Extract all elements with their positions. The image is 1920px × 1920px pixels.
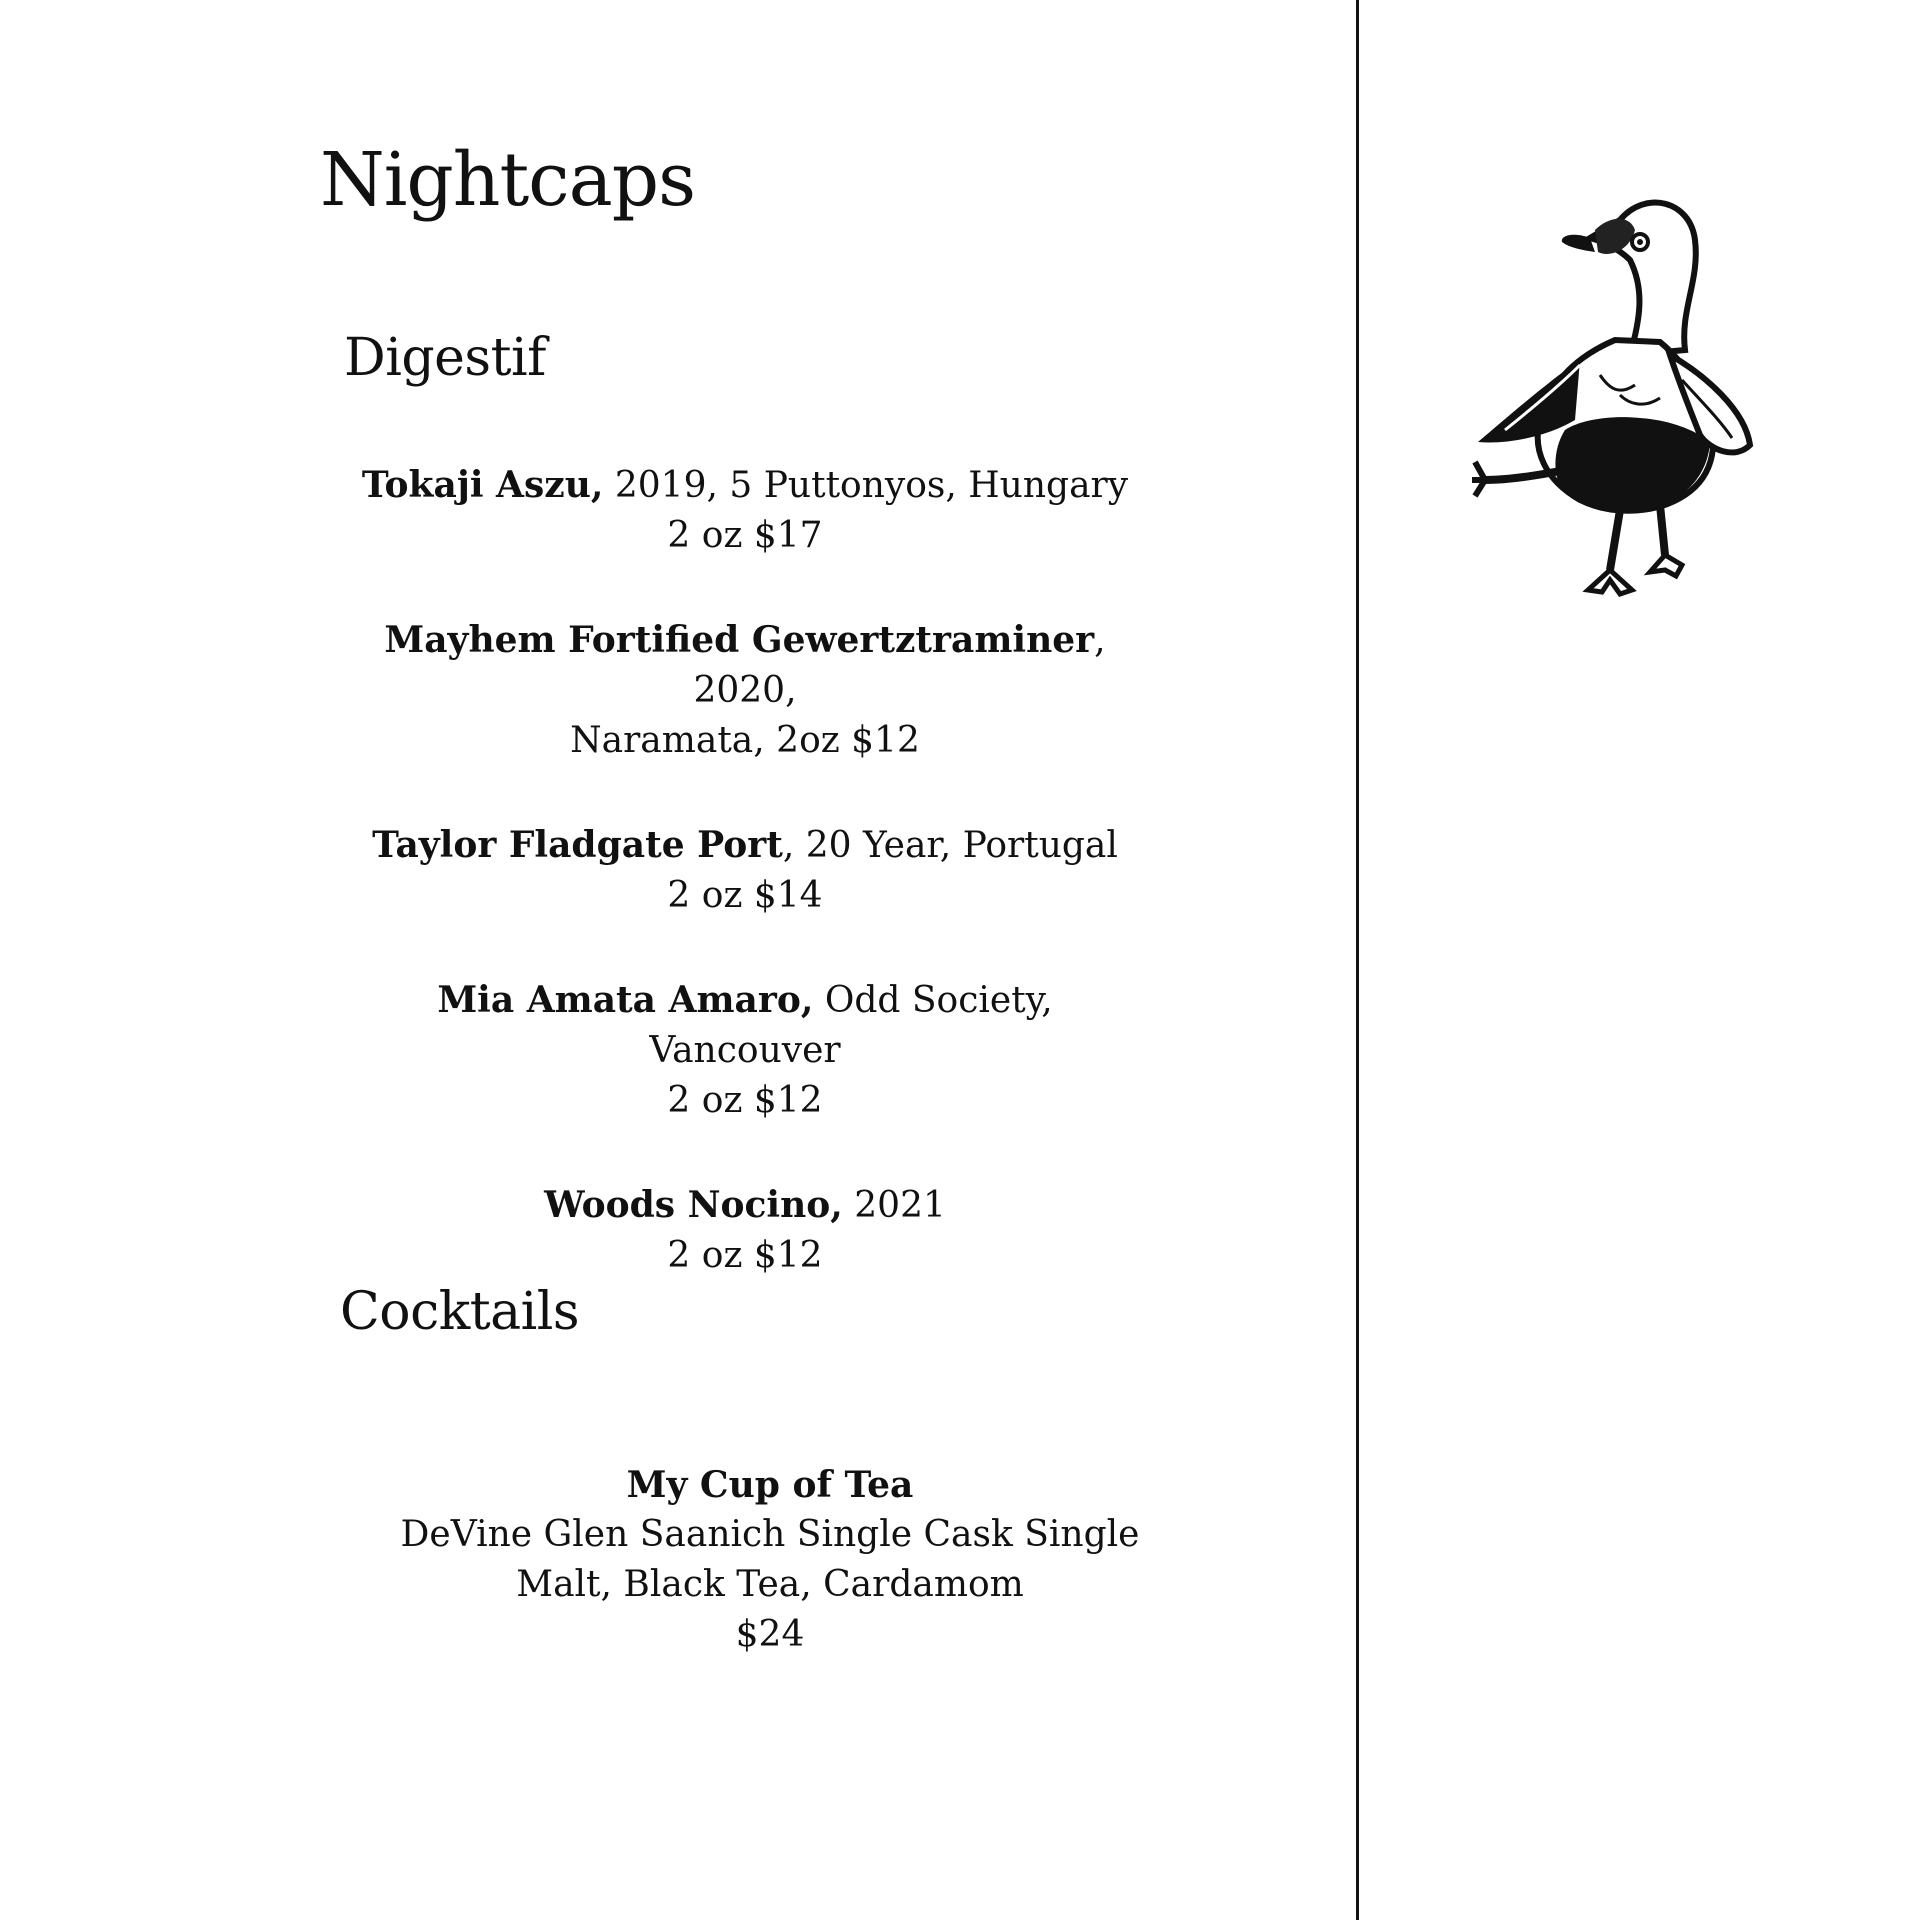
item-name: My Cup of Tea [626, 1464, 914, 1506]
item-detail: 2019, 5 Puttonyos, Hungary [603, 465, 1129, 506]
list-item [345, 615, 1145, 766]
item-detail: , 20 Year, Portugal [782, 825, 1118, 866]
list-item [345, 1180, 1145, 1281]
item-detail: 2021 [842, 1185, 946, 1226]
item-name: Taylor Fladgate Port [372, 824, 783, 866]
list-item [345, 820, 1145, 921]
item-price: 2 oz $14 [667, 875, 823, 916]
page-title: Nightcaps [320, 137, 696, 223]
item-price: 2 oz $17 [667, 515, 823, 556]
cocktails-list [340, 1460, 1200, 1714]
item-name: Mia Amata Amaro, [437, 979, 814, 1021]
section-heading-cocktails: Cocktails [340, 1282, 580, 1342]
item-name: Tokaji Aszu, [361, 464, 604, 506]
list-item [345, 460, 1145, 561]
section-heading-digestif: Digestif [344, 328, 546, 388]
vertical-divider [1356, 0, 1359, 1920]
digestif-list [345, 460, 1145, 1335]
item-detail: , 2020, [693, 620, 1106, 711]
item-ingredients: DeVine Glen Saanich Single Cask Single Malt, Black Tea, Cardamom [400, 1514, 1140, 1605]
item-price: 2 oz $12 [667, 1080, 823, 1121]
item-price: $24 [735, 1614, 805, 1655]
list-item [345, 975, 1145, 1126]
item-name: Woods Nocino, [544, 1184, 843, 1226]
duck-illustration-icon [1470, 180, 1770, 610]
item-name: Mayhem Fortified Gewertztraminer [384, 619, 1095, 661]
item-detail: Odd Society, Vancouver [649, 980, 1053, 1071]
list-item [340, 1460, 1200, 1660]
item-price: Naramata, 2oz $12 [570, 720, 920, 761]
item-price: 2 oz $12 [667, 1235, 823, 1276]
